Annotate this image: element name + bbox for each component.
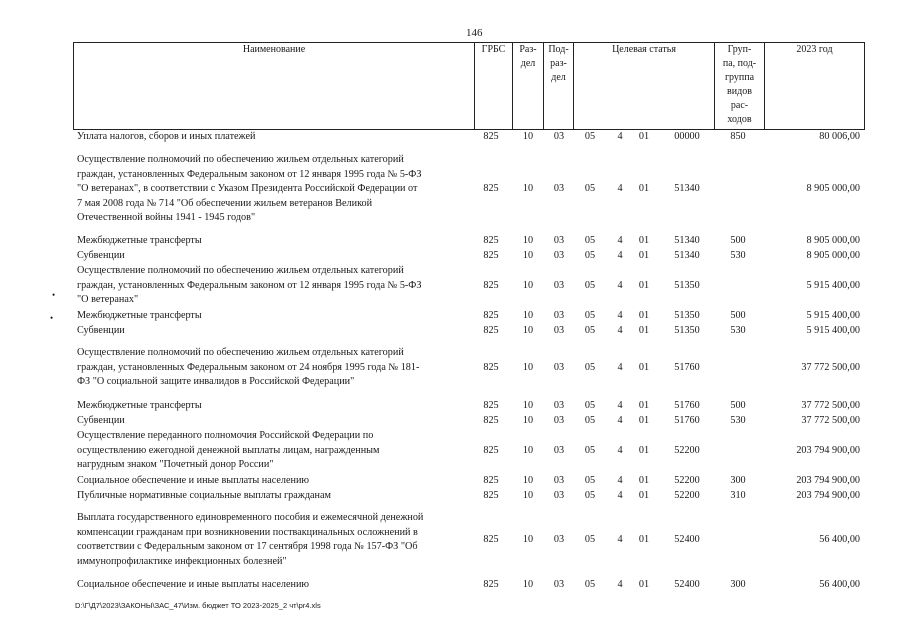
table-row <box>0 249 905 264</box>
cell-t2: 4 <box>617 250 623 261</box>
cell-t4: 52200 <box>674 444 700 456</box>
cell-vid: 530 <box>730 325 746 336</box>
cell-t3: 01 <box>638 490 650 501</box>
cell-podrazdel: 03 <box>553 250 565 261</box>
cell-podrazdel: 03 <box>553 475 565 486</box>
cell-sum: 203 794 900,00 <box>796 490 860 501</box>
cell-sum: 5 915 400,00 <box>806 279 860 291</box>
cell-grbs: 825 <box>483 183 499 195</box>
cell-t2: 4 <box>617 183 623 195</box>
cell-podrazdel: 03 <box>553 490 565 501</box>
cell-vid: 530 <box>730 250 746 261</box>
cell-t2: 4 <box>617 131 623 142</box>
cell-grbs: 825 <box>483 400 499 411</box>
table-row <box>0 489 905 504</box>
cell-razdel: 10 <box>522 235 534 246</box>
header-name: Наименование <box>242 44 306 55</box>
cell-t3: 01 <box>638 325 650 336</box>
cell-razdel: 10 <box>522 415 534 426</box>
cell-t1: 05 <box>584 279 596 291</box>
cell-t1: 05 <box>584 131 596 142</box>
cell-podrazdel: 03 <box>553 310 565 321</box>
table-row <box>0 130 905 145</box>
table-row <box>0 234 905 249</box>
cell-t4: 51340 <box>674 183 700 195</box>
cell-t4: 52200 <box>674 490 700 501</box>
cell-t4: 51340 <box>674 235 700 246</box>
cell-t3: 01 <box>638 183 650 195</box>
header-target: Целевая статья <box>612 44 676 55</box>
table-row <box>0 429 905 473</box>
cell-t4: 51350 <box>674 279 700 291</box>
cell-t3: 01 <box>638 310 650 321</box>
cell-t4: 52400 <box>674 533 700 545</box>
cell-t2: 4 <box>617 533 623 545</box>
cell-t2: 4 <box>617 475 623 486</box>
cell-razdel: 10 <box>522 279 534 291</box>
cell-grbs: 825 <box>483 579 499 590</box>
table-row <box>0 324 905 339</box>
cell-t3: 01 <box>638 235 650 246</box>
cell-t4: 00000 <box>674 131 700 142</box>
cell-sum: 203 794 900,00 <box>796 475 860 486</box>
header-podrazdel: Под- раз- дел <box>548 44 569 83</box>
cell-t1: 05 <box>584 325 596 336</box>
cell-razdel: 10 <box>522 310 534 321</box>
cell-razdel: 10 <box>522 131 534 142</box>
cell-podrazdel: 03 <box>553 579 565 590</box>
table-row <box>0 414 905 429</box>
row-name: Осуществление полномочий по обеспечению жильем отдельных категорий граждан, установленных Федеральным законом от 12 января 1995 года № 5-ФЗ "О ветеранах" <box>77 265 422 306</box>
cell-t3: 01 <box>638 475 650 486</box>
cell-t2: 4 <box>617 325 623 336</box>
header-razdel: Раз- дел <box>519 44 537 69</box>
cell-grbs: 825 <box>483 361 499 373</box>
cell-vid: 850 <box>730 131 746 142</box>
cell-t4: 52400 <box>674 579 700 590</box>
cell-podrazdel: 03 <box>553 444 565 456</box>
cell-t1: 05 <box>584 533 596 545</box>
header-vid: Груп- па, под- группа видов рас- ходов <box>722 44 757 125</box>
cell-t2: 4 <box>617 415 623 426</box>
cell-vid: 500 <box>730 400 746 411</box>
row-name: Выплата государственного единовременного пособия и ежемесячной денежной компенсации гражданам при возникновении поствакцинальных осложнений в соответствии с Федеральным законом от 17 сентября 1998 года № 157-ФЗ "Об иммунопрофилактике инфекционных болезней" <box>77 512 424 567</box>
cell-t3: 01 <box>638 579 650 590</box>
cell-sum: 37 772 500,00 <box>801 400 860 411</box>
cell-t2: 4 <box>617 279 623 291</box>
table-row <box>0 309 905 324</box>
cell-t2: 4 <box>617 400 623 411</box>
cell-grbs: 825 <box>483 279 499 291</box>
cell-grbs: 825 <box>483 415 499 426</box>
row-name: Социальное обеспечение и иные выплаты населению <box>77 579 310 590</box>
cell-podrazdel: 03 <box>553 235 565 246</box>
cell-podrazdel: 03 <box>553 533 565 545</box>
cell-grbs: 825 <box>483 250 499 261</box>
margin-mark: • <box>52 290 56 300</box>
cell-t1: 05 <box>584 579 596 590</box>
cell-sum: 56 400,00 <box>819 579 860 590</box>
cell-t1: 05 <box>584 475 596 486</box>
cell-t1: 05 <box>584 310 596 321</box>
cell-sum: 203 794 900,00 <box>796 444 860 456</box>
row-name: Межбюджетные трансферты <box>77 310 202 321</box>
cell-razdel: 10 <box>522 475 534 486</box>
cell-razdel: 10 <box>522 361 534 373</box>
cell-sum: 8 905 000,00 <box>806 235 860 246</box>
cell-sum: 5 915 400,00 <box>806 325 860 336</box>
cell-t1: 05 <box>584 361 596 373</box>
cell-vid: 530 <box>730 415 746 426</box>
table-row <box>0 474 905 489</box>
row-name: Публичные нормативные социальные выплаты гражданам <box>77 490 331 501</box>
cell-t2: 4 <box>617 490 623 501</box>
cell-podrazdel: 03 <box>553 415 565 426</box>
cell-t1: 05 <box>584 235 596 246</box>
cell-grbs: 825 <box>483 131 499 142</box>
cell-grbs: 825 <box>483 444 499 456</box>
row-name: Субвенции <box>77 250 125 261</box>
row-name: Социальное обеспечение и иные выплаты населению <box>77 475 310 486</box>
table-row <box>0 511 905 569</box>
cell-grbs: 825 <box>483 310 499 321</box>
cell-podrazdel: 03 <box>553 325 565 336</box>
margin-mark: • <box>50 313 54 323</box>
cell-razdel: 10 <box>522 183 534 195</box>
row-name: Осуществление переданного полномочия Российской Федерации по осуществлению ежегодной денежной выплаты лицам, награжденным нагрудным знаком "Почетный донор России" <box>77 430 380 471</box>
cell-t3: 01 <box>638 415 650 426</box>
cell-grbs: 825 <box>483 490 499 501</box>
cell-podrazdel: 03 <box>553 279 565 291</box>
cell-t1: 05 <box>584 444 596 456</box>
cell-razdel: 10 <box>522 325 534 336</box>
cell-razdel: 10 <box>522 250 534 261</box>
row-name: Осуществление полномочий по обеспечению жильем отдельных категорий граждан, установленных Федеральным законом от 24 ноября 1995 года № 181- ФЗ "О социальной защите инвалидов в Российской Федерации" <box>77 347 420 388</box>
cell-grbs: 825 <box>483 235 499 246</box>
cell-t1: 05 <box>584 183 596 195</box>
cell-t4: 51350 <box>674 310 700 321</box>
cell-t2: 4 <box>617 444 623 456</box>
cell-sum: 8 905 000,00 <box>806 183 860 195</box>
cell-sum: 80 006,00 <box>819 131 860 142</box>
cell-t3: 01 <box>638 400 650 411</box>
cell-t3: 01 <box>638 279 650 291</box>
cell-vid: 500 <box>730 310 746 321</box>
cell-t3: 01 <box>638 131 650 142</box>
cell-podrazdel: 03 <box>553 183 565 195</box>
cell-razdel: 10 <box>522 533 534 545</box>
cell-t3: 01 <box>638 361 650 373</box>
cell-grbs: 825 <box>483 475 499 486</box>
cell-sum: 37 772 500,00 <box>801 415 860 426</box>
cell-t4: 51760 <box>674 415 700 426</box>
cell-t1: 05 <box>584 400 596 411</box>
cell-grbs: 825 <box>483 533 499 545</box>
row-name: Уплата налогов, сборов и иных платежей <box>77 131 256 142</box>
cell-t1: 05 <box>584 415 596 426</box>
cell-t4: 51350 <box>674 325 700 336</box>
cell-grbs: 825 <box>483 325 499 336</box>
cell-t2: 4 <box>617 579 623 590</box>
cell-podrazdel: 03 <box>553 131 565 142</box>
cell-t3: 01 <box>638 250 650 261</box>
cell-vid: 300 <box>730 579 746 590</box>
cell-t1: 05 <box>584 490 596 501</box>
cell-sum: 5 915 400,00 <box>806 310 860 321</box>
cell-sum: 8 905 000,00 <box>806 250 860 261</box>
cell-t4: 51340 <box>674 250 700 261</box>
cell-vid: 500 <box>730 235 746 246</box>
table-row <box>0 346 905 390</box>
cell-razdel: 10 <box>522 490 534 501</box>
cell-t2: 4 <box>617 310 623 321</box>
page-number: 146 <box>466 27 483 39</box>
table-row <box>0 264 905 308</box>
cell-podrazdel: 03 <box>553 361 565 373</box>
header-year: 2023 год <box>796 44 833 55</box>
header-grbs: ГРБС <box>481 44 506 55</box>
cell-vid: 300 <box>730 475 746 486</box>
cell-t2: 4 <box>617 235 623 246</box>
cell-sum: 56 400,00 <box>819 533 860 545</box>
row-name: Субвенции <box>77 415 125 426</box>
cell-sum: 37 772 500,00 <box>801 361 860 373</box>
cell-razdel: 10 <box>522 444 534 456</box>
cell-t2: 4 <box>617 361 623 373</box>
cell-t3: 01 <box>638 444 650 456</box>
table-row <box>0 578 905 593</box>
table-row <box>0 399 905 414</box>
footer-file-path: D:\Г\Д7\2023\ЗАКОНЫ\ЗАС_47\Изм. бюджет ТО 2023-2025_2 чт\pr4.xls <box>75 601 321 610</box>
cell-t3: 01 <box>638 533 650 545</box>
cell-vid: 310 <box>730 490 746 501</box>
cell-podrazdel: 03 <box>553 400 565 411</box>
cell-t4: 51760 <box>674 361 700 373</box>
cell-razdel: 10 <box>522 579 534 590</box>
row-name: Осуществление полномочий по обеспечению жильем отдельных категорий граждан, установленных Федеральным законом от 12 января 1995 года № 5-ФЗ "О ветеранах", в соответствии с Указом Президента Российской Федерации от 7 мая 2008 года № 714 "Об обеспечении жильем ветеранов Великой Отечественной войны 1941 - 1945 годов" <box>77 154 422 224</box>
cell-t4: 52200 <box>674 475 700 486</box>
cell-t4: 51760 <box>674 400 700 411</box>
cell-razdel: 10 <box>522 400 534 411</box>
cell-t1: 05 <box>584 250 596 261</box>
row-name: Субвенции <box>77 325 125 336</box>
header-divider <box>864 42 865 129</box>
row-name: Межбюджетные трансферты <box>77 235 202 246</box>
table-row <box>0 153 905 226</box>
row-name: Межбюджетные трансферты <box>77 400 202 411</box>
